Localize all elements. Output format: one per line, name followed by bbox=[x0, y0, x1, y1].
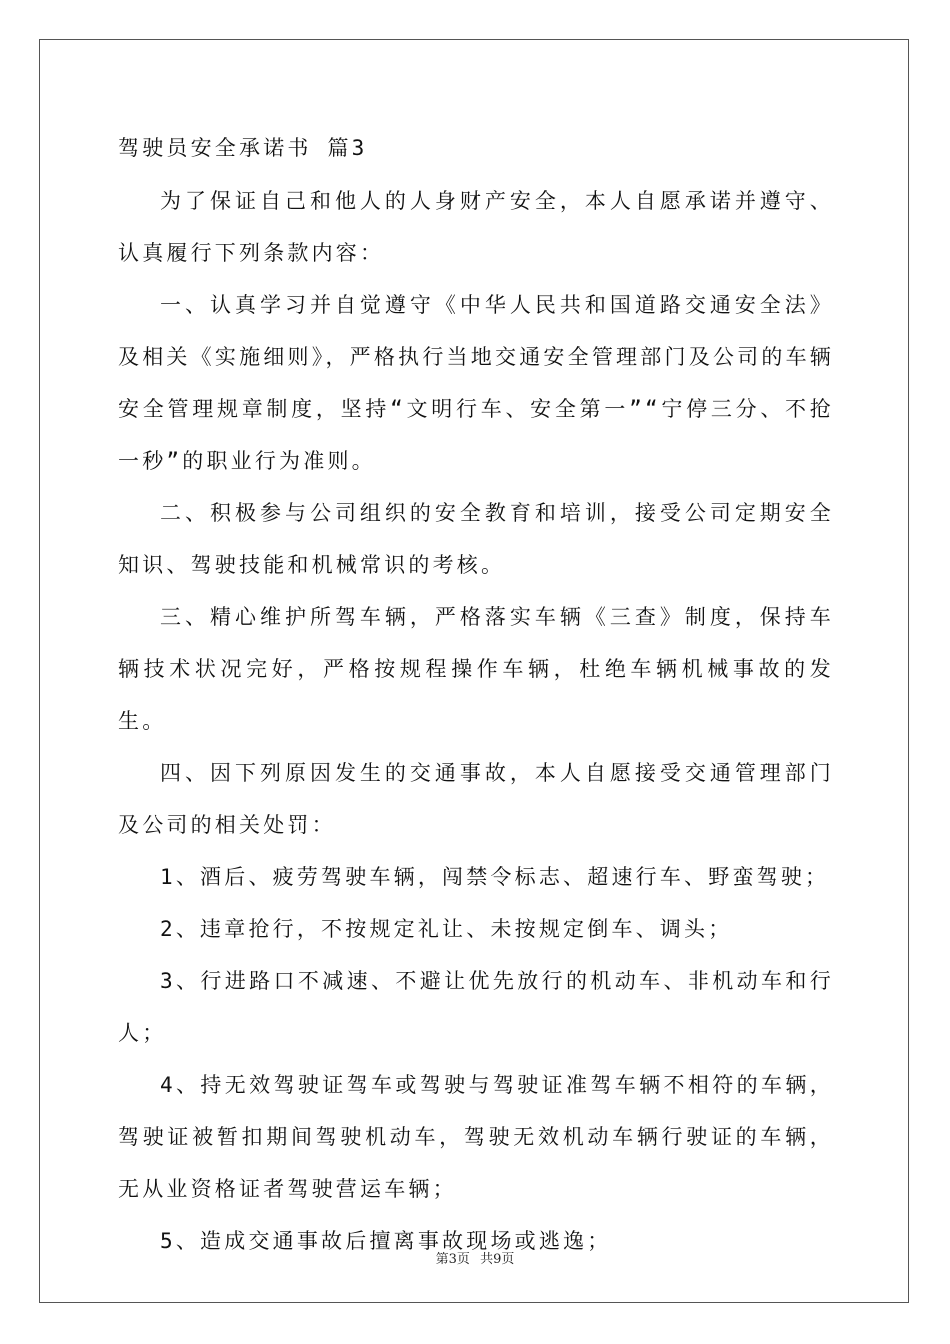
list-item: 3、行进路口不减速、不避让优先放行的机动车、非机动车和行人； bbox=[118, 969, 834, 1045]
total-page-count: 共9页 bbox=[480, 1252, 515, 1267]
list-item: 5、造成交通事故后擅离事故现场或逃逸； bbox=[160, 1229, 612, 1253]
paragraph: 四、因下列原因发生的交通事故，本人自愿接受交通管理部门及公司的相关处罚： bbox=[118, 761, 834, 837]
current-page-number: 第3页 bbox=[435, 1252, 470, 1267]
page-footer bbox=[0, 1248, 950, 1267]
list-item: 2、违章抢行，不按规定礼让、未按规定倒车、调头； bbox=[160, 917, 733, 941]
document-body bbox=[118, 127, 834, 1267]
paragraph: 三、精心维护所驾车辆，严格落实车辆《三查》制度，保持车辆技术状况完好，严格按规程操作车辆，杜绝车辆机械事故的发生。 bbox=[118, 605, 834, 733]
list-item: 4、持无效驾驶证驾车或驾驶与驾驶证准驾车辆不相符的车辆，驾驶证被暂扣期间驾驶机动车，驾驶无效机动车辆行驶证的车辆，无从业资格证者驾驶营运车辆； bbox=[118, 1073, 834, 1201]
document-title: 驾驶员安全承诺书 篇3 bbox=[118, 136, 368, 160]
paragraph: 为了保证自己和他人的人身财产安全，本人自愿承诺并遵守、认真履行下列条款内容： bbox=[118, 189, 834, 265]
paragraph: 二、积极参与公司组织的安全教育和培训，接受公司定期安全知识、驾驶技能和机械常识的考核。 bbox=[118, 501, 834, 577]
paragraph: 一、认真学习并自觉遵守《中华人民共和国道路交通安全法》及相关《实施细则》，严格执行当地交通安全管理部门及公司的车辆安全管理规章制度，坚持“文明行车、安全第一”“宁停三分、不抢一秒”的职业行为准则。 bbox=[118, 293, 834, 473]
list-item: 1、酒后、疲劳驾驶车辆，闯禁令标志、超速行车、野蛮驾驶； bbox=[160, 865, 830, 889]
